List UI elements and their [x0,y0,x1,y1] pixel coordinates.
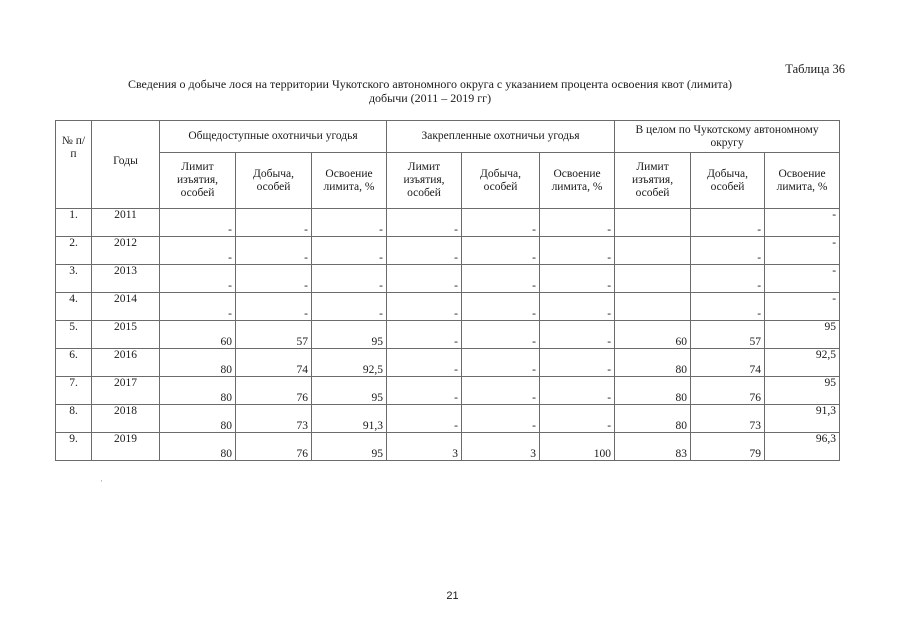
cell-value [615,293,691,321]
header-group-assigned-grounds: Закрепленные охотничьи угодья [387,121,615,153]
cell-value: - [160,265,236,293]
cell-value: - [540,237,615,265]
row-year: 2019 [92,433,160,461]
cell-value: - [387,377,462,405]
cell-value: - [160,293,236,321]
cell-value: 96,3 [765,433,840,461]
table-row [56,237,840,265]
cell-value: - [462,377,540,405]
cell-value: - [387,237,462,265]
cell-value: - [236,237,312,265]
cell-value: 92,5 [765,349,840,377]
cell-value: - [540,293,615,321]
cell-value: - [462,349,540,377]
header-harvest: Добыча, особей [236,153,312,209]
cell-value: - [387,349,462,377]
cell-value: - [387,209,462,237]
cell-value: 95 [312,321,387,349]
row-year: 2017 [92,377,160,405]
table-row [56,405,840,433]
table-row [56,321,840,349]
cell-value: - [540,209,615,237]
page-number: 21 [446,590,459,602]
cell-value: - [691,237,765,265]
header-group-public-grounds: Общедоступные охотничьи угодья [160,121,387,153]
cell-value: 3 [387,433,462,461]
table-row [56,433,840,461]
cell-value: - [765,209,840,237]
cell-value: 57 [236,321,312,349]
row-year: 2015 [92,321,160,349]
cell-value: 76 [236,433,312,461]
cell-value: 60 [160,321,236,349]
moose-harvest-table [55,120,840,461]
header-harvest: Добыча, особей [691,153,765,209]
cell-value: 57 [691,321,765,349]
cell-value: 80 [160,377,236,405]
row-number: 9. [56,433,92,461]
cell-value: - [160,237,236,265]
cell-value: 73 [691,405,765,433]
table-label: Таблица 36 [785,62,845,76]
row-year: 2018 [92,405,160,433]
cell-value: - [462,405,540,433]
cell-value: 74 [691,349,765,377]
cell-value: 92,5 [312,349,387,377]
cell-value: 80 [160,433,236,461]
header-group-region-total: В целом по Чукотскому автономному округу [615,121,840,153]
row-year: 2012 [92,237,160,265]
cell-value: 76 [691,377,765,405]
row-number: 8. [56,405,92,433]
header-years: Годы [92,121,160,209]
cell-value: - [540,377,615,405]
cell-value: - [765,265,840,293]
cell-value: 95 [765,377,840,405]
table-row [56,349,840,377]
header-number: № п/п [56,121,92,209]
header-utilization: Освоение лимита, % [540,153,615,209]
cell-value: - [312,237,387,265]
cell-value: - [387,321,462,349]
row-year: 2016 [92,349,160,377]
row-number: 3. [56,265,92,293]
header-limit: Лимит изъятия, особей [160,153,236,209]
cell-value: - [236,293,312,321]
cell-value: 95 [765,321,840,349]
cell-value: 73 [236,405,312,433]
table-row [56,377,840,405]
row-number: 1. [56,209,92,237]
row-number: 6. [56,349,92,377]
cell-value: - [387,265,462,293]
footnote-mark: · [100,476,103,486]
cell-value: 76 [236,377,312,405]
cell-value: 100 [540,433,615,461]
caption-line-1: Сведения о добыче лося на территории Чукотского автономного округа с указанием процента освоения квот (лимита) [127,77,733,91]
row-number: 5. [56,321,92,349]
cell-value: 60 [615,321,691,349]
cell-value: - [387,293,462,321]
cell-value: - [691,265,765,293]
cell-value: 91,3 [312,405,387,433]
cell-value: - [691,209,765,237]
cell-value: 80 [615,349,691,377]
cell-value [615,237,691,265]
cell-value: - [540,349,615,377]
cell-value [615,209,691,237]
cell-value: - [236,265,312,293]
cell-value: - [765,237,840,265]
header-harvest: Добыча, особей [462,153,540,209]
table-row [56,293,840,321]
cell-value: 95 [312,377,387,405]
cell-value: 80 [615,377,691,405]
cell-value: - [462,293,540,321]
cell-value: - [160,209,236,237]
cell-value: 95 [312,433,387,461]
cell-value: - [462,265,540,293]
cell-value: 79 [691,433,765,461]
cell-value: 74 [236,349,312,377]
cell-value: - [462,321,540,349]
cell-value: - [462,209,540,237]
cell-value: - [691,293,765,321]
header-utilization: Освоение лимита, % [312,153,387,209]
cell-value: - [540,265,615,293]
cell-value: - [236,209,312,237]
cell-value: - [540,405,615,433]
cell-value: 80 [160,405,236,433]
table-row [56,265,840,293]
row-number: 7. [56,377,92,405]
cell-value: - [765,293,840,321]
cell-value: - [312,293,387,321]
row-year: 2011 [92,209,160,237]
cell-value: - [462,237,540,265]
row-number: 4. [56,293,92,321]
cell-value: - [540,321,615,349]
cell-value: - [387,405,462,433]
row-year: 2013 [92,265,160,293]
caption-line-2: добычи (2011 – 2019 гг) [368,91,492,105]
header-limit: Лимит изъятия, особей [615,153,691,209]
cell-value: - [312,209,387,237]
cell-value: 83 [615,433,691,461]
cell-value [615,265,691,293]
cell-value: 3 [462,433,540,461]
row-number: 2. [56,237,92,265]
header-limit: Лимит изъятия, особей [387,153,462,209]
cell-value: - [312,265,387,293]
table-row [56,209,840,237]
cell-value: 91,3 [765,405,840,433]
cell-value: 80 [160,349,236,377]
cell-value: 80 [615,405,691,433]
table-caption [100,77,760,105]
header-utilization: Освоение лимита, % [765,153,840,209]
row-year: 2014 [92,293,160,321]
